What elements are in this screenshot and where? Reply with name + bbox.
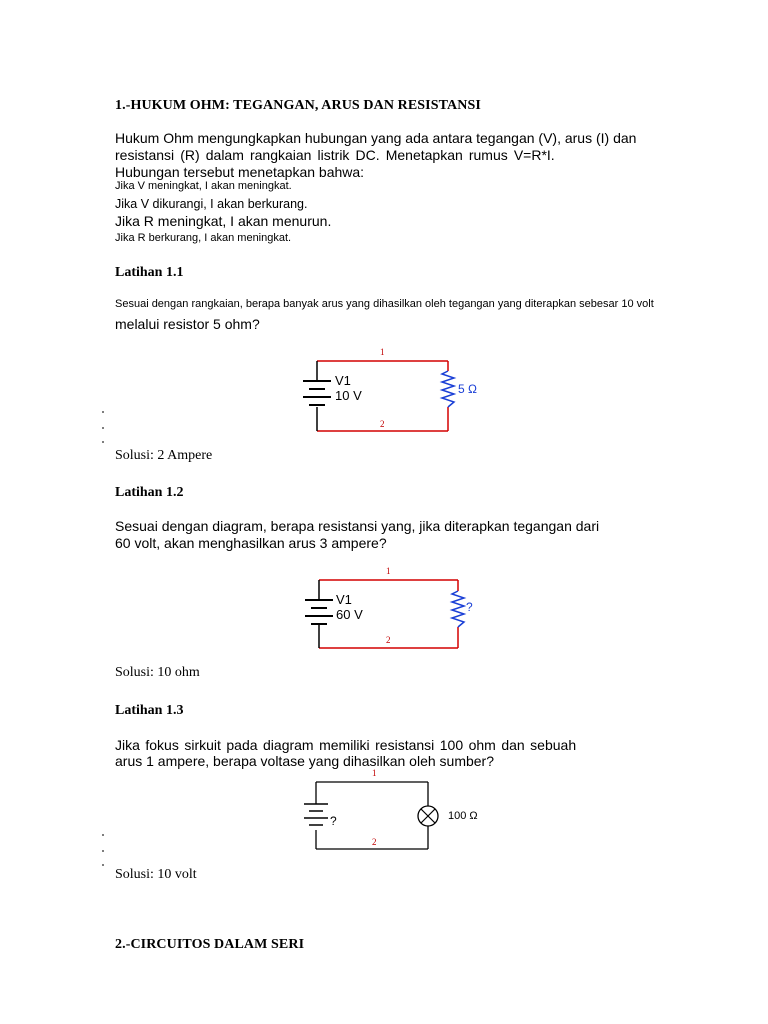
exercise-question: arus 1 ampere, berapa voltase yang dihasilkan oleh sumber? [115, 753, 495, 769]
node-label-bottom: 2 [386, 635, 391, 645]
source-name: V1 [335, 373, 351, 388]
exercise-question: melalui resistor 5 ohm? [115, 316, 260, 332]
margin-dot [102, 411, 104, 413]
intro-line: Hubungan tersebut menetapkan bahwa: [115, 164, 365, 180]
exercise-question: Sesuai dengan diagram, berapa resistansi yang, jika diterapkan tegangan dari [115, 518, 600, 534]
node-label-top: 1 [380, 347, 385, 357]
circuit-diagram-3 [298, 766, 483, 856]
circuit-diagram-2 [298, 563, 478, 655]
load-label: ? [466, 600, 473, 614]
source-value: ? [330, 814, 337, 828]
rule-item: Jika V dikurangi, I akan berkurang. [115, 197, 308, 211]
source-name: V1 [336, 592, 352, 607]
margin-dot [102, 864, 104, 866]
rule-item: Jika V meningkat, I akan meningkat. [115, 180, 292, 192]
intro-line: Hukum Ohm mengungkapkan hubungan yang ada antara tegangan (V), arus (I) dan [115, 130, 637, 146]
exercise-title: Latihan 1.3 [115, 703, 184, 718]
battery-icon [305, 600, 333, 624]
node-label-top: 1 [372, 768, 377, 778]
node-label-bottom: 2 [380, 419, 385, 429]
rule-item: Jika R meningkat, I akan menurun. [115, 213, 332, 229]
section-heading: 2.-CIRCUITOS DALAM SERI [115, 937, 305, 952]
resistor-icon [452, 591, 464, 627]
lamp-icon [418, 806, 438, 826]
solution-text: Solusi: 2 Ampere [115, 448, 213, 463]
margin-dot [102, 834, 104, 836]
rule-item: Jika R berkurang, I akan meningkat. [115, 232, 292, 244]
node-label-bottom: 2 [372, 837, 377, 847]
solution-text: Solusi: 10 ohm [115, 665, 200, 680]
margin-dot [102, 427, 104, 429]
resistor-icon [442, 371, 454, 407]
section-heading: 1.-HUKUM OHM: TEGANGAN, ARUS DAN RESISTANSI [115, 98, 481, 113]
source-value: 10 V [335, 388, 362, 403]
exercise-question: Sesuai dengan rangkaian, berapa banyak arus yang dihasilkan oleh tegangan yang diterapkan sebesar 10 volt [115, 298, 654, 310]
source-value: 60 V [336, 607, 363, 622]
circuit-diagram-1 [295, 343, 477, 438]
node-label-top: 1 [386, 566, 391, 576]
load-label: 5 Ω [458, 382, 477, 396]
load-label: 100 Ω [448, 810, 478, 822]
solution-text: Solusi: 10 volt [115, 867, 197, 882]
margin-dot [102, 850, 104, 852]
intro-line: resistansi (R) dalam rangkaian listrik DC. Menetapkan rumus V=R*I. [115, 147, 555, 163]
battery-icon [303, 381, 331, 405]
exercise-title: Latihan 1.1 [115, 265, 184, 280]
battery-icon [304, 804, 328, 825]
exercise-question: Jika fokus sirkuit pada diagram memiliki resistansi 100 ohm dan sebuah [115, 737, 577, 753]
exercise-question: 60 volt, akan menghasilkan arus 3 ampere? [115, 535, 387, 551]
margin-dot [102, 441, 104, 443]
exercise-title: Latihan 1.2 [115, 485, 184, 500]
